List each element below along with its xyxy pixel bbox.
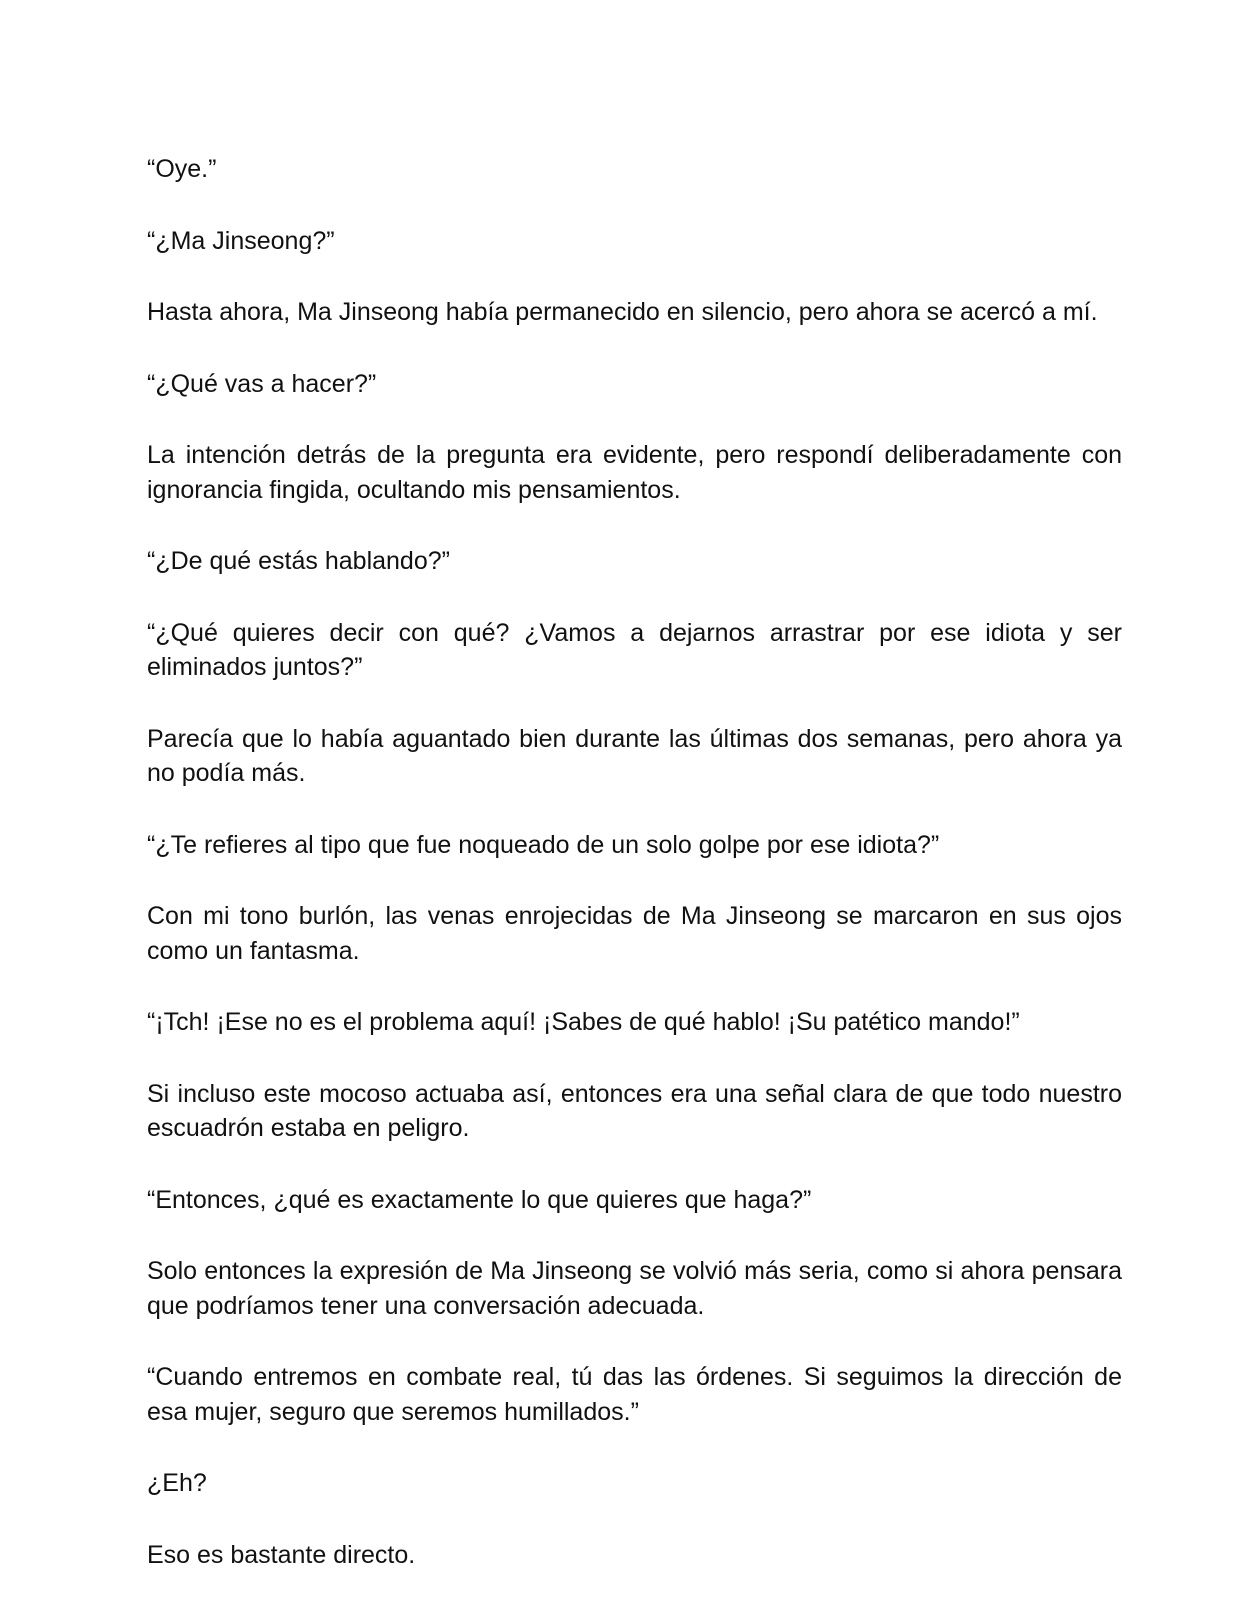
paragraph-17: Eso es bastante directo.	[147, 1540, 416, 1569]
paragraph-8: Parecía que lo había aguantado bien durante las últimas dos semanas, pero ahora ya no podía más.	[147, 724, 1122, 787]
paragraph-10: Con mi tono burlón, las venas enrojecidas de Ma Jinseong se marcaron en sus ojos como un fantasma.	[147, 902, 1122, 965]
paragraph-3: Hasta ahora, Ma Jinseong había permanecido en silencio, pero ahora se acercó a mí.	[147, 298, 1098, 326]
paragraph-1: “Oye.”	[147, 155, 217, 183]
paragraph-5: La intención detrás de la pregunta era evidente, pero respondí deliberadamente con ignorancia fingida, ocultando mis pensamientos.	[147, 441, 1122, 504]
paragraph-11: “¡Tch! ¡Ese no es el problema aquí! ¡Sabes de qué hablo! ¡Su patético mando!”	[147, 1008, 1020, 1036]
paragraph-14: Solo entonces la expresión de Ma Jinseong se volvió más seria, como si ahora pensara que podríamos tener una conversación adecuada.	[147, 1257, 1122, 1320]
paragraph-13: “Entonces, ¿qué es exactamente lo que quieres que haga?”	[147, 1185, 812, 1214]
paragraph-15: “Cuando entremos en combate real, tú das las órdenes. Si seguimos la dirección de esa mujer, seguro que seremos humillados.”	[147, 1363, 1122, 1426]
paragraph-2: “¿Ma Jinseong?”	[147, 226, 335, 255]
document-body	[147, 152, 1122, 1572]
paragraph-4: “¿Qué vas a hacer?”	[147, 369, 377, 398]
paragraph-16: ¿Eh?	[147, 1469, 207, 1497]
paragraph-7: “¿Qué quieres decir con qué? ¿Vamos a dejarnos arrastrar por ese idiota y ser eliminados juntos?”	[147, 618, 1122, 681]
paragraph-9: “¿Te refieres al tipo que fue noqueado de un solo golpe por ese idiota?”	[147, 830, 940, 859]
paragraph-12: Si incluso este mocoso actuaba así, entonces era una señal clara de que todo nuestro escuadrón estaba en peligro.	[147, 1079, 1122, 1142]
paragraph-6: “¿De qué estás hablando?”	[147, 547, 450, 575]
